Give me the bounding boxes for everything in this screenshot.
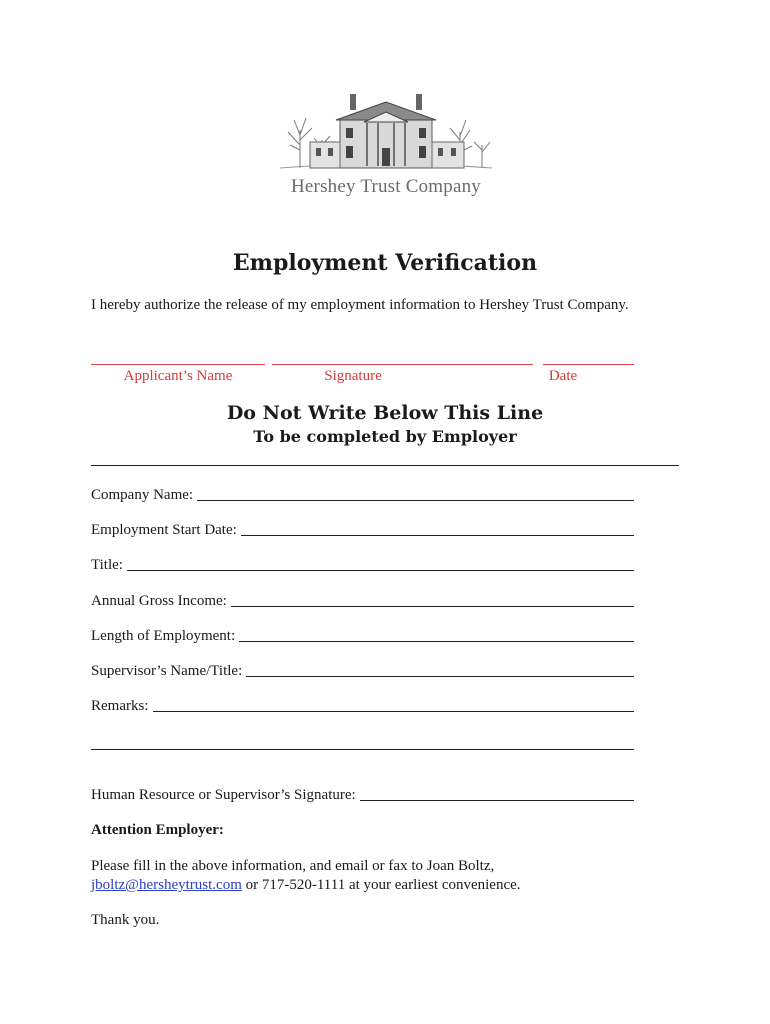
field-label: Employment Start Date: [91, 522, 237, 538]
field-label: Supervisor’s Name/Title: [91, 663, 243, 679]
field-label: Company Name: [91, 487, 194, 503]
length-input-line[interactable] [239, 641, 634, 642]
contact-line-2-text: or 717-520-1111 at your earliest convenience. [241, 877, 521, 893]
start-date-input-line[interactable] [241, 535, 634, 536]
employment-start-date-field[interactable] [91, 522, 634, 539]
title-input-line[interactable] [127, 570, 634, 571]
supervisor-input-line[interactable] [246, 676, 634, 677]
contact-line-2 [91, 876, 691, 895]
title-field[interactable] [91, 557, 634, 574]
field-label: Remarks: [91, 698, 149, 714]
do-not-write-heading: Do Not Write Below This Line [226, 402, 544, 424]
remarks-field[interactable] [91, 698, 634, 715]
applicant-name-line[interactable] [91, 364, 265, 365]
field-label: Human Resource or Supervisor’s Signature: [91, 787, 356, 803]
date-label: Date [548, 368, 578, 384]
remarks-input-line[interactable] [153, 711, 635, 712]
email-link[interactable]: jboltz@hersheytrust.com [91, 877, 242, 893]
field-label: Length of Employment: [91, 628, 236, 644]
applicant-name-label: Applicant’s Name [123, 368, 233, 384]
authorization-text: I hereby authorize the release of my employment information to Hershey Trust Company. [91, 297, 629, 313]
mansion-illustration [270, 90, 502, 176]
signature-label: Signature [324, 368, 382, 384]
employer-subheading: To be completed by Employer [253, 427, 517, 446]
company-name-input-line[interactable] [197, 500, 634, 501]
remarks-continuation-line[interactable] [91, 749, 634, 750]
company-logo-text: Hershey Trust Company [291, 176, 481, 197]
document-title: Employment Verification [232, 250, 538, 276]
annual-gross-income-field[interactable] [91, 593, 634, 610]
length-of-employment-field[interactable] [91, 628, 634, 645]
company-name-field[interactable] [91, 487, 634, 504]
signature-line[interactable] [272, 364, 533, 365]
field-label: Title: [91, 557, 123, 573]
supervisor-name-title-field[interactable] [91, 663, 634, 680]
closing-text: Thank you. [91, 912, 160, 928]
income-input-line[interactable] [231, 606, 634, 607]
section-divider [91, 465, 679, 466]
hr-signature-field[interactable] [91, 787, 634, 804]
contact-instructions [91, 857, 691, 895]
attention-heading: Attention Employer: [91, 822, 224, 838]
contact-line-1: Please fill in the above information, and email or fax to Joan Boltz, [91, 858, 495, 874]
field-label: Annual Gross Income: [91, 593, 227, 609]
hr-signature-input-line[interactable] [360, 800, 634, 801]
date-line[interactable] [543, 364, 634, 365]
